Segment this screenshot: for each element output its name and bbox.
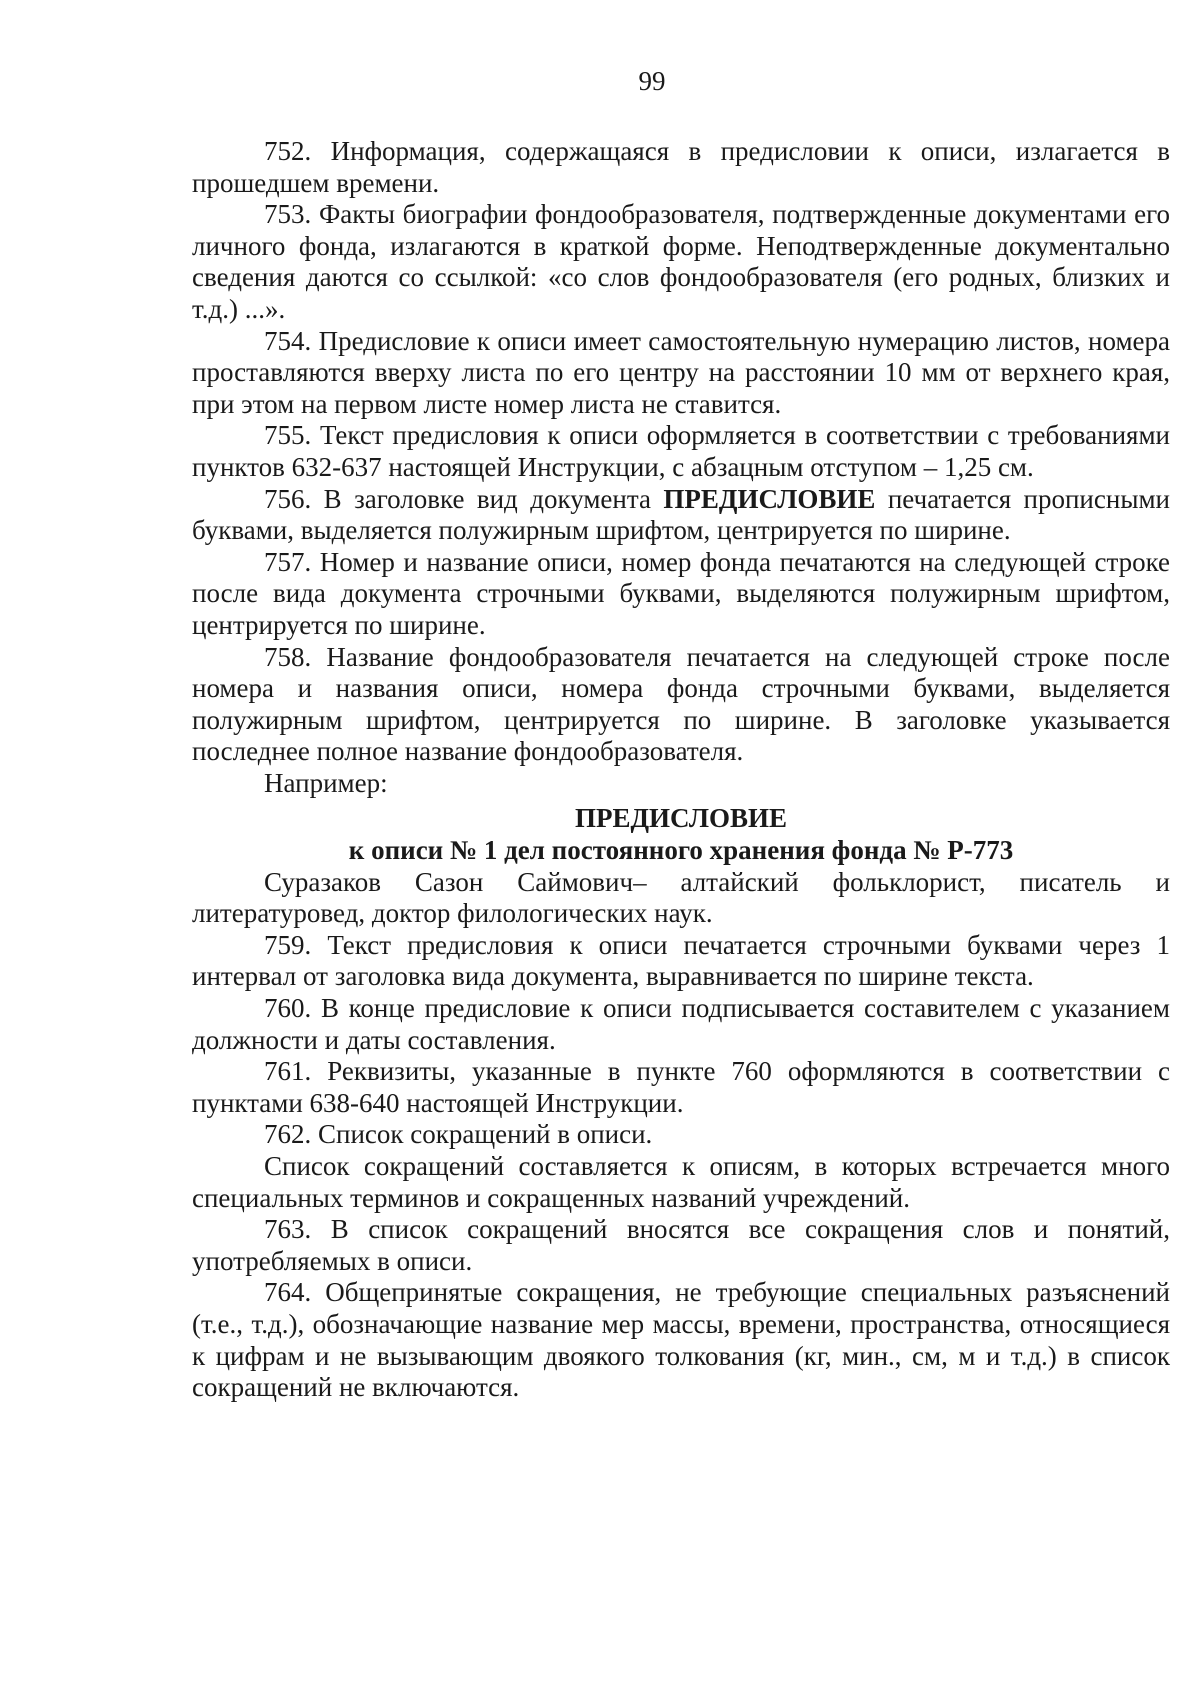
paragraph-757: 757. Номер и название описи, номер фонда печатаются на следующей строке после вида документа строчными буквами, выделяются полужирным шрифтом, центрируется по ширине. — [192, 546, 1170, 640]
paragraph-763: 763. В список сокращений вносятся все сокращения слов и понятий, употребляемых в описи. — [192, 1214, 1170, 1276]
paragraph-756-bold-term: ПРЕДИСЛОВИЕ — [663, 483, 876, 514]
paragraph-759: 759. Текст предисловия к описи печатается строчными буквами через 1 интервал от заголовка вида документа, выравнивается по ширине текста. — [192, 929, 1170, 992]
paragraph-758: 758. Название фондообразователя печатается на следующей строке после номера и названия описи, номера фонда строчными буквами, выделяется полужирным шрифтом, центрируется по ширине. В заголовке указывается последнее полное название фондообразователя. — [192, 641, 1170, 767]
example-label: Например: — [264, 767, 388, 798]
paragraph-762: 762. Список сокращений в описи. — [264, 1119, 653, 1150]
example-subheading: к описи № 1 дел постоянного хранения фонда № Р-773 — [348, 835, 1014, 866]
page-number: 99 — [638, 66, 666, 96]
paragraph-abbreviations-note: Список сокращений составляется к описям, в которых встречается много специальных терминов и сокращенных названий учреждений. — [192, 1151, 1170, 1213]
example-heading: ПРЕДИСЛОВИЕ — [574, 803, 788, 834]
document-body — [192, 136, 1170, 1404]
example-text: Суразаков Сазон Саймович– алтайский фольклорист, писатель и литературовед, доктор филологических наук. — [192, 866, 1170, 929]
paragraph-764: 764. Общепринятые сокращения, не требующие специальных разъяснений (т.е., т.д.), обозначающие название мер массы, времени, пространства, относящиеся к цифрам и не вызывающим двоякого толкования (кг, мин., см, м и т.д.) в список сокращений не включаются. — [192, 1277, 1170, 1403]
paragraph-752: 752. Информация, содержащаяся в предисловии к описи, излагается в прошедшем времени. — [192, 136, 1170, 198]
paragraph-756-start: 756. В заголовке вид документа — [264, 483, 651, 514]
paragraph-753: 753. Факты биографии фондообразователя, подтвержденные документами его личного фонда, излагаются в краткой форме. Неподтвержденные документально сведения даются со ссылкой: «со слов фондообразователя (его родных, близких и т.д.) ...». — [192, 199, 1170, 324]
paragraph-760: 760. В конце предисловие к описи подписывается составителем с указанием должности и даты составления. — [192, 993, 1170, 1055]
paragraph-754: 754. Предисловие к описи имеет самостоятельную нумерацию листов, номера проставляются вверху листа по его центру на расстоянии 10 мм от верхнего края, при этом на первом листе номер листа не ставится. — [192, 325, 1170, 419]
paragraph-756-end: печатается прописными буквами, выделяется полужирным шрифтом, центрируется по ширине. — [192, 483, 1170, 546]
paragraph-761: 761. Реквизиты, указанные в пункте 760 оформляются в соответствии с пунктами 638-640 настоящей Инструкции. — [192, 1056, 1170, 1118]
paragraph-755: 755. Текст предисловия к описи оформляется в соответствии с требованиями пунктов 632-637 настоящей Инструкции, с абзацным отступом – 1,25 см. — [192, 420, 1170, 482]
paragraph-756 — [192, 484, 1170, 547]
